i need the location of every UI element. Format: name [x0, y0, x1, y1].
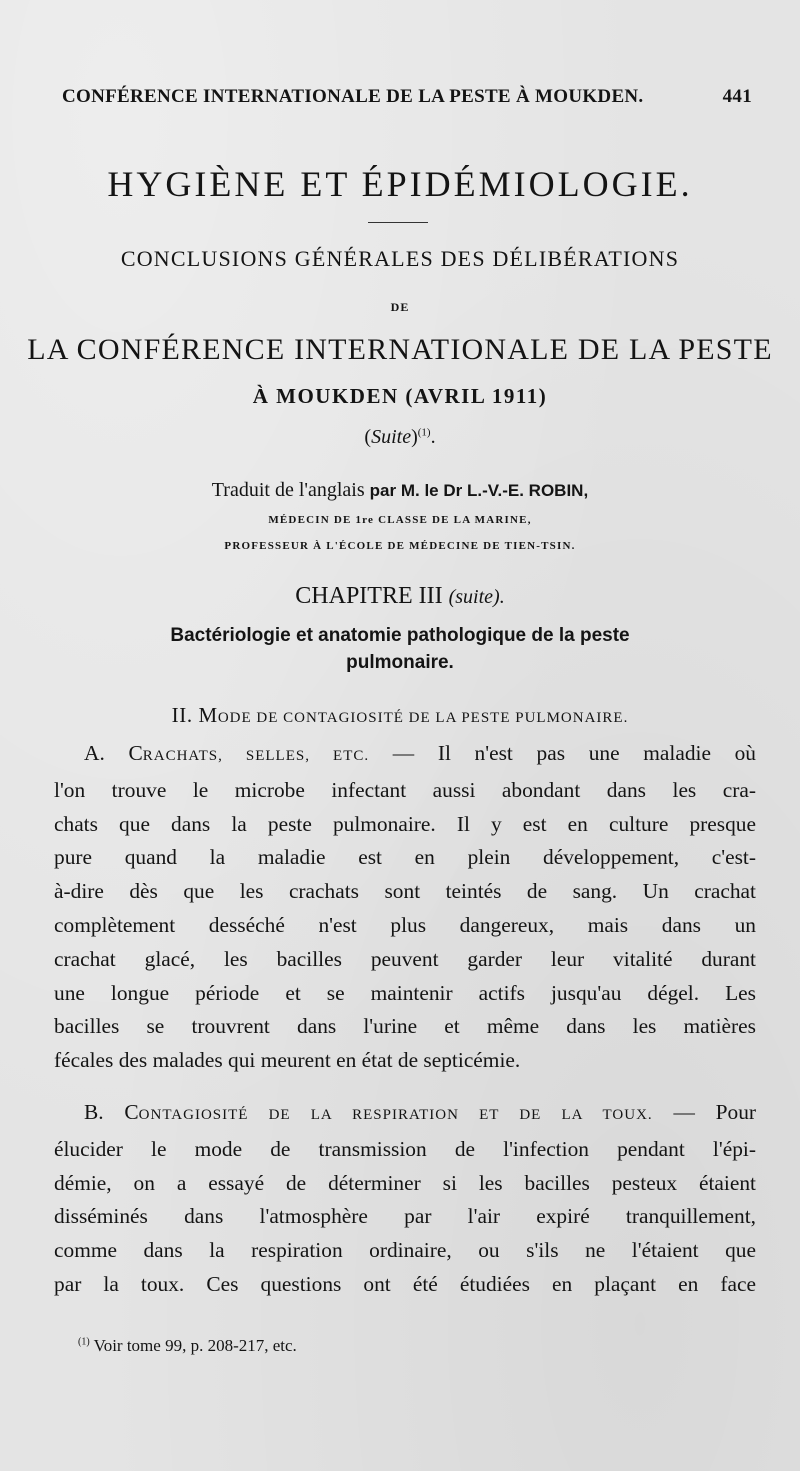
- page-number: 441: [722, 86, 752, 107]
- paragraph-a-line: [54, 737, 756, 774]
- page-title: HYGIÈNE ET ÉPIDÉMIOLOGIE.: [107, 164, 693, 204]
- paragraph-a-line: chats que dans la peste pulmonaire. Il y est en culture presque: [54, 811, 756, 836]
- paragraph-b-line: élucider le mode de transmission de l'infection pendant l'épi-: [54, 1136, 756, 1161]
- translator-title-1: MÉDECIN DE 1re CLASSE DE LA MARINE,: [268, 514, 532, 526]
- subtitle-line-4: À MOUKDEN (AVRIL 1911): [252, 384, 548, 408]
- footnote-mark: (1): [78, 1336, 90, 1348]
- paragraph-a-line: pure quand la maladie est en plein développement, c'est-: [54, 845, 756, 870]
- paragraph-b-line: comme dans la respiration ordinaire, ou s'ils ne l'étaient que: [54, 1238, 756, 1263]
- chapter-heading: [0, 583, 800, 610]
- subtitle-line-1: CONCLUSIONS GÉNÉRALES DES DÉLIBÉRATIONS: [120, 246, 680, 271]
- paragraph-b-line: [54, 1096, 756, 1133]
- section-numeral: II. M: [171, 703, 218, 727]
- chapter-subject-line-1: Bactériologie et anatomie pathologique de la peste: [170, 625, 630, 646]
- running-head: [62, 86, 752, 108]
- chapter-subject: [90, 622, 710, 676]
- chapter-number: CHAPITRE III: [295, 583, 443, 609]
- paragraph-a-label-rest: RACHATS, SELLES, ETC.: [142, 748, 370, 764]
- paragraph-a-line: fécales des malades qui meurent en état de septicémie.: [54, 1048, 521, 1073]
- paragraph-a-line: à-dire dès que les crachats sont teintés de sang. Un crachat: [54, 879, 756, 904]
- paragraph-b-label: B. C: [84, 1100, 139, 1124]
- paragraph-a: [54, 737, 756, 1078]
- paragraph-b-line: par la toux. Ces questions ont été étudiées en plaçant en face: [54, 1271, 756, 1296]
- paragraph-a-line: crachat glacé, les bacilles peuvent garder leur vitalité durant: [54, 946, 756, 971]
- subtitle-line-3: LA CONFÉRENCE INTERNATIONALE DE LA PESTE: [27, 333, 773, 366]
- subtitle-line-2: DE: [390, 300, 410, 314]
- translator-title-2: PROFESSEUR À L'ÉCOLE DE MÉDECINE DE TIEN-TSIN.: [224, 540, 576, 552]
- footnote-text: Voir tome 99, p. 208-217, etc.: [89, 1336, 297, 1355]
- paragraph-b-line: disséminés dans l'atmosphère par l'air expiré tranquillement,: [54, 1204, 756, 1229]
- section-heading: [0, 703, 800, 728]
- paragraph-a-line: l'on trouve le microbe infectant aussi abondant dans les cra-: [54, 777, 756, 802]
- running-head-text: CONFÉRENCE INTERNATIONALE DE LA PESTE À MOUKDEN.: [62, 86, 644, 107]
- paragraph-b-line: démie, on a essayé de déterminer si les bacilles pesteux étaient: [54, 1170, 756, 1195]
- paragraph-a-line: complètement desséché n'est plus dangereux, mais dans un: [54, 912, 756, 937]
- paragraph-a-line: bacilles se trouvrent dans l'urine et même dans les matières: [54, 1014, 756, 1039]
- paragraph-a-line: une longue période et se maintenir actifs jusqu'au dégel. Les: [54, 980, 756, 1005]
- title-divider: [368, 222, 428, 223]
- paragraph-b: [54, 1096, 756, 1302]
- chapter-subject-line-2: pulmonaire.: [346, 652, 454, 673]
- paragraph-a-text: — Il n'est pas une maladie où: [369, 741, 756, 765]
- suite-word: Suite: [371, 426, 412, 448]
- section-title: ODE DE CONTAGIOSITÉ DE LA PESTE PULMONAIRE.: [217, 710, 629, 726]
- translator-name: par M. le Dr L.-V.-E. ROBIN,: [369, 481, 589, 500]
- footnote-ref: (1): [417, 426, 431, 439]
- chapter-suite: (suite).: [448, 586, 505, 608]
- footnote: [78, 1336, 297, 1356]
- suite-marker: (Suite)$^{(1)}$.: [364, 426, 436, 448]
- paragraph-b-text: — Pour: [652, 1100, 757, 1124]
- translator-prefix: Traduit de l'anglais: [211, 479, 370, 501]
- paragraph-a-label: A. C: [84, 741, 143, 765]
- paragraph-b-label-rest: ONTAGIOSITÉ DE LA RESPIRATION ET DE LA TOUX.: [138, 1107, 653, 1123]
- translator-line: [0, 479, 800, 502]
